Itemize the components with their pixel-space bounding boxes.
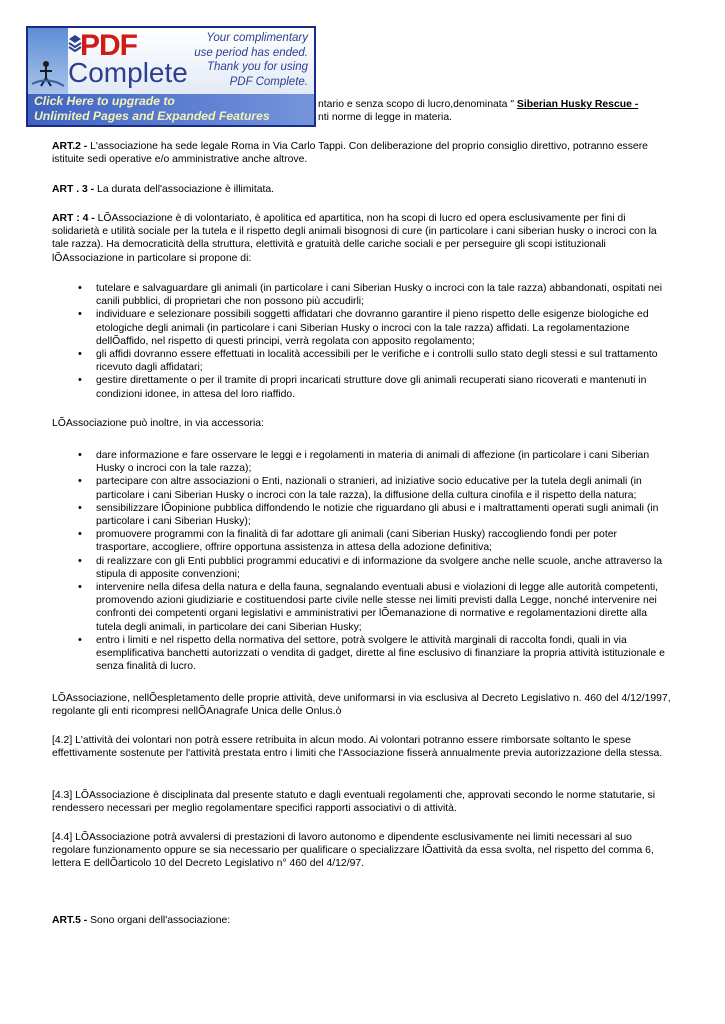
art3-text: La durata dell'associazione è illimitata. bbox=[94, 184, 275, 195]
list-item: • partecipare con altre associazioni o Enti, nazionali o stranieri, ad iniziative socio educative per la tutela degli animali (in particolare i cani Siberian Husky o incroci con la tale razza), la diffusione della cultura cinofila e il rispetto della natura; bbox=[52, 475, 672, 501]
logo-complete: Complete bbox=[68, 57, 188, 88]
accessory-list bbox=[52, 449, 672, 673]
art2-paragraph bbox=[52, 140, 672, 166]
list-item: • tutelare e salvaguardare gli animali (in particolare i cani Siberian Husky o incroci con la tale razza) abbandonati, ospitati nei canili pubblici, di proprietari che non possono più accudirli; bbox=[52, 282, 672, 308]
upgrade-line[interactable]: Unlimited Pages and Expanded Features bbox=[34, 109, 270, 123]
art2-text: L'associazione ha sede legale Roma in Via Carlo Tappi. Con deliberazione del proprio consiglio direttivo, potranno essere istituite sedi operative e/o amministrative anche altrove. bbox=[52, 141, 648, 166]
paragraph-4-4-text: [4.4] LÕAssociazione potrà avvalersi di prestazioni di lavoro autonomo e dipendente esclusivamente nei limiti necessari al suo regolare funzionamento oppure se sia necessario per qualificare o specializzare lÕattività da essa svolta, nel rispetto del comma 6, lettera E dellÕarticolo 10 del Decreto Legislativo n° 460 del 4/12/97. bbox=[52, 832, 654, 870]
art3-paragraph bbox=[52, 183, 672, 196]
paragraph-4-2 bbox=[52, 734, 672, 760]
promo-line: Thank you for using bbox=[206, 61, 308, 73]
promo-message bbox=[194, 31, 308, 89]
promo-line: PDF Complete. bbox=[229, 75, 308, 88]
logo-pdf: PDF bbox=[80, 29, 137, 62]
accessory-intro-text: LÕAssociazione può inoltre, in via accessoria: bbox=[52, 418, 264, 429]
paragraph-4-2-text: [4.2] L'attività dei volontari non potrà essere retribuita in alcun modo. Ai volontari potranno essere rimborsate soltanto le spese effettivamente sostenute per l'attività prestata entro i limiti che l'Associazione fisserà annualmente previa autorizzazione della stessa. bbox=[52, 735, 663, 760]
promo-line: use period has ended. bbox=[194, 46, 308, 59]
banner-header bbox=[28, 28, 314, 94]
paragraph-4-4 bbox=[52, 831, 672, 871]
pdf-complete-banner[interactable] bbox=[26, 26, 316, 127]
list-item: • individuare e selezionare possibili soggetti affidatari che dovranno garantire il pieno rispetto delle esigenze biologiche ed etologiche degli animali (in particolare i cani Siberian Husky o incroci con la tale razza) affidati. La regolamentazione dellÕaffido, nel rispetto di questi principi, verrà regolata con apposito regolamento; bbox=[52, 308, 672, 348]
promo-line: Your complimentary bbox=[206, 32, 308, 44]
art1-line2: nti norme di legge in materia. bbox=[318, 112, 452, 124]
onlus-paragraph bbox=[52, 692, 672, 718]
accessory-intro bbox=[52, 417, 672, 430]
upgrade-text[interactable] bbox=[34, 94, 270, 124]
art5-paragraph bbox=[52, 914, 672, 927]
onlus-text: LÕAssociazione, nellÕespletamento delle proprie attività, deve uniformarsi in via esclusiva al Decreto Legislativo n. 460 del 4/12/1997, regolante gli enti ricompresi nellÕAnagrafe Unica delle Onlus.ò bbox=[52, 693, 671, 718]
art5-label: ART.5 - bbox=[52, 915, 88, 926]
art4-paragraph bbox=[52, 212, 672, 265]
art1-line1: ntario e senza scopo di lucro,denominata " bbox=[318, 99, 517, 110]
parachute-figure-icon bbox=[28, 28, 68, 94]
list-item: • promuovere programmi con la finalità di far adottare gli animali (cani Siberian Husky) raccogliendo fondi per poter trasportare, accogliere, offrire opportuna assistenza in attesa della adozione definitiva; bbox=[52, 528, 672, 554]
art4-label: ART : 4 - bbox=[52, 213, 95, 224]
art5-text: Sono organi dell'associazione: bbox=[87, 915, 231, 926]
art4-purposes-list bbox=[52, 282, 672, 401]
list-item: • entro i limiti e nel rispetto della normativa del settore, potrà svolgere le attività marginali di raccolta fondi, quali in via esemplificativa banchetti autorizzati o vendita di gadget, dirette al fine esclusivo di finanziare la propria attività istituzionale e senza finalità di lucro. bbox=[52, 634, 672, 674]
banner-sky-graphic bbox=[28, 28, 68, 94]
list-item: • gestire direttamente o per il tramite di propri incaricati strutture dove gli animali recuperati siano ricoverati e mantenuti in condizioni idonee, in attesa del loro riaffido. bbox=[52, 374, 672, 400]
paragraph-4-3-text: [4.3] LÕAssociazione è disciplinata dal presente statuto e dagli eventuali regolamenti che, approvati secondo le norme statutarie, si rendessero necessari per meglio regolamentare specifici rapporti associativi o di attività. bbox=[52, 790, 656, 815]
list-item: • intervenire nella difesa della natura e della fauna, segnalando eventuali abusi e violazioni di legge alle autorità competenti, promovendo azioni giudiziarie e costituendosi parte civile nelle stesse nei limiti previsti dalla Legge, nonché intervenire nei confronti dei competenti organi legislativi e amministrativi per lÕemanazione di normative e regolamentazioni dirette alla tutela degli animali, in particolare dei cani Siberian Husky; bbox=[52, 581, 672, 634]
list-item: • dare informazione e fare osservare le leggi e i regolamenti in materia di animali di affezione (in particolare i cani Siberian Husky o incroci con la tale razza); bbox=[52, 449, 672, 475]
upgrade-line[interactable]: Click Here to upgrade to bbox=[34, 94, 175, 108]
paragraph-4-3 bbox=[52, 789, 672, 815]
list-item: • di realizzare con gli Enti pubblici programmi educativi e di informazione da svolgere anche nelle scuole, anche attraverso la stipula di apposite convenzioni; bbox=[52, 555, 672, 581]
art2-label: ART.2 - bbox=[52, 141, 88, 152]
art4-text: LÕAssociazione è di volontariato, è apolitica ed apartitica, non ha scopi di lucro ed opera esclusivamente per fini di solidarietà e utilità sociale per la tutela e il rispetto degli animali bisognosi di cure (in particolare i cani siberian husky o incroci con la tale razza). Ha democraticità della struttura, elettività e gratuità delle cariche sociali e per perseguire gli scopi istituzionali lÕAssociazione in particolare si propone di: bbox=[52, 213, 657, 264]
upgrade-link[interactable] bbox=[28, 94, 314, 125]
art3-label: ART . 3 - bbox=[52, 184, 95, 195]
list-item: • gli affidi dovranno essere effettuati in località accessibili per le verifiche e i controlli sullo stato degli stessi e sul trattamento ricevuto dagli affidatari; bbox=[52, 348, 672, 374]
association-name-link[interactable]: Siberian Husky Rescue - bbox=[516, 99, 639, 110]
list-item: • sensibilizzare lÕopinione pubblica diffondendo le notizie che riguardano gli abusi e i maltrattamenti operati sugli animali (in particolare i cani Siberian Husky); bbox=[52, 502, 672, 528]
art1-visible-text bbox=[318, 98, 678, 124]
